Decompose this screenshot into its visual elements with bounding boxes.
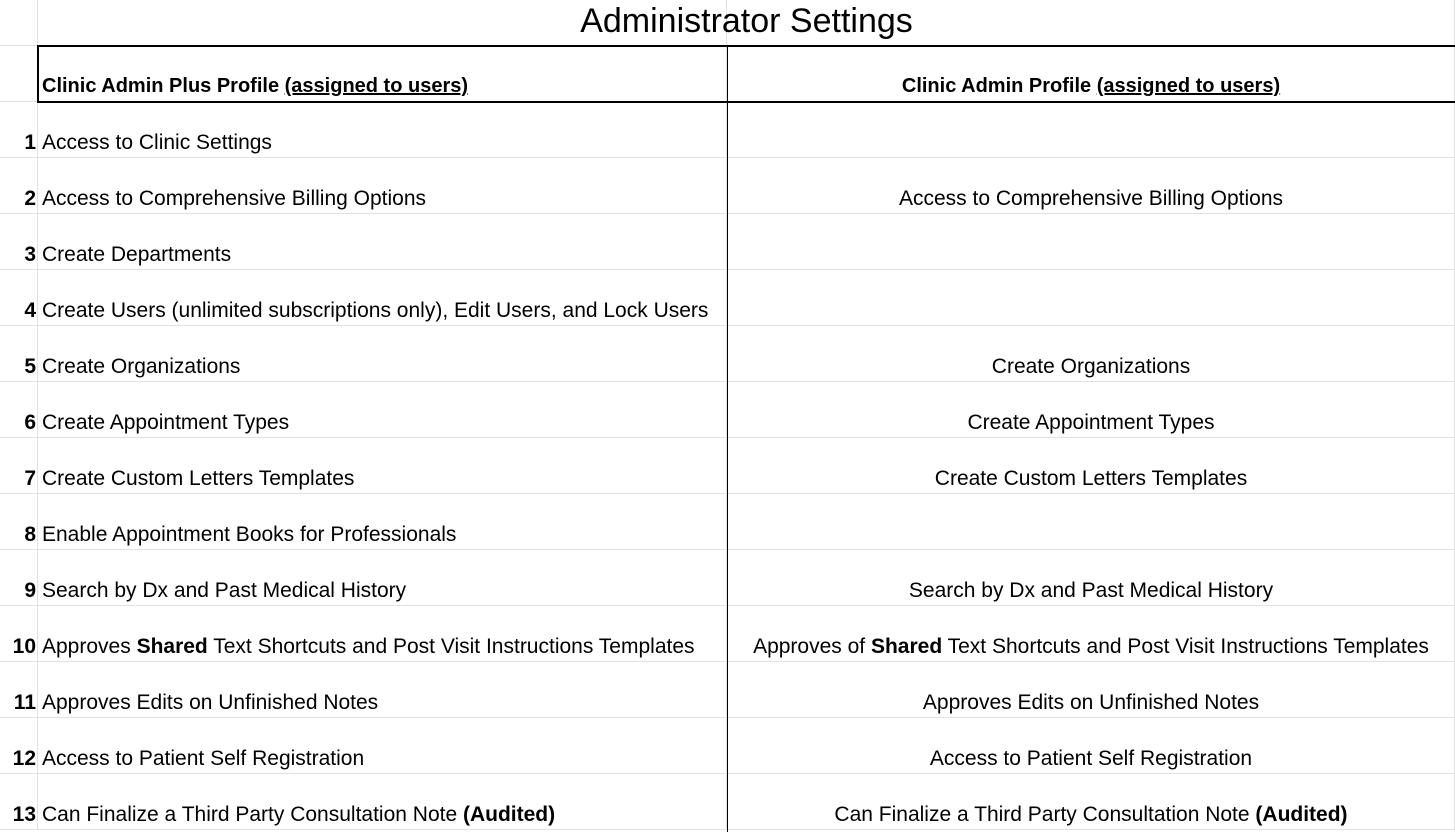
right-permission-cell[interactable]	[728, 465, 1454, 493]
grid-cell[interactable]	[727, 494, 1455, 550]
right-permission-cell[interactable]	[728, 633, 1454, 661]
left-permission-cell[interactable]	[42, 521, 456, 549]
permission-emphasis: (Audited)	[1255, 803, 1348, 826]
permission-text: Approves Edits on Unfinished Notes	[922, 691, 1260, 714]
permission-text: Access to Clinic Settings	[42, 131, 272, 154]
permission-text: Create Users (unlimited subscriptions only), Edit Users, and Lock Users	[42, 299, 709, 322]
right-permission-cell[interactable]	[728, 745, 1454, 773]
row-number[interactable]: 3	[24, 243, 36, 266]
right-permission-cell[interactable]	[728, 353, 1454, 381]
left-permission-cell[interactable]	[42, 745, 364, 773]
permission-text: Access to Patient Self Registration	[929, 747, 1253, 770]
row-number[interactable]: 6	[24, 411, 36, 434]
left-permission-cell[interactable]	[42, 297, 708, 325]
row-number[interactable]: 8	[24, 523, 36, 546]
left-permission-cell[interactable]	[42, 689, 378, 717]
header-right-note: (assigned to users)	[1096, 75, 1281, 97]
right-permission-cell[interactable]	[728, 185, 1454, 213]
row-number[interactable]: 2	[24, 187, 36, 210]
permission-text: Create Appointment Types	[42, 411, 290, 434]
left-permission-cell[interactable]	[42, 801, 555, 829]
permission-text: Create Custom Letters Templates	[42, 467, 355, 490]
permission-text: Create Appointment Types	[967, 411, 1215, 434]
left-permission-cell[interactable]	[42, 185, 426, 213]
permission-text-tail: Text Shortcuts and Post Visit Instructions Templates	[207, 635, 695, 658]
permission-text: Access to Comprehensive Billing Options	[898, 187, 1283, 210]
header-left-cell[interactable]	[42, 72, 468, 100]
row-number[interactable]: 7	[24, 467, 36, 490]
left-permission-cell[interactable]	[42, 129, 272, 157]
permission-text: Can Finalize a Third Party Consultation Note	[42, 803, 463, 826]
permission-emphasis: Shared	[870, 635, 943, 658]
header-left-label: Clinic Admin Plus Profile	[42, 75, 285, 97]
permission-text: Create Organizations	[42, 355, 241, 378]
permission-text: Search by Dx and Past Medical History	[908, 579, 1274, 602]
row-number[interactable]: 9	[24, 579, 36, 602]
permission-text: Can Finalize a Third Party Consultation Note	[834, 803, 1256, 826]
row-number[interactable]: 1	[24, 131, 36, 154]
left-permission-cell[interactable]	[42, 409, 289, 437]
permission-text: Approves	[42, 635, 137, 658]
header-left-note: (assigned to users)	[284, 75, 469, 97]
header-right-label: Clinic Admin Profile	[901, 75, 1097, 97]
left-permission-cell[interactable]	[42, 577, 406, 605]
sheet-title[interactable]: Administrator Settings	[580, 2, 913, 40]
left-permission-cell[interactable]	[42, 633, 695, 661]
left-permission-cell[interactable]	[42, 241, 231, 269]
grid-cell[interactable]	[0, 0, 38, 46]
permission-text-tail: Text Shortcuts and Post Visit Instructions Templates	[942, 635, 1429, 658]
header-right-cell[interactable]	[728, 72, 1454, 100]
permission-text: Approves of	[753, 635, 871, 658]
grid-cell[interactable]	[0, 46, 38, 102]
row-number[interactable]: 5	[24, 355, 36, 378]
permission-text: Access to Patient Self Registration	[42, 747, 365, 770]
permission-text: Enable Appointment Books for Professionals	[42, 523, 457, 546]
grid-cell[interactable]	[727, 270, 1455, 326]
row-number[interactable]: 10	[12, 635, 36, 658]
right-permission-cell[interactable]	[728, 577, 1454, 605]
grid-cell[interactable]	[727, 214, 1455, 270]
permission-emphasis: (Audited)	[462, 803, 556, 826]
permission-text: Create Departments	[42, 243, 232, 266]
row-number[interactable]: 13	[12, 803, 36, 826]
right-permission-cell[interactable]	[728, 801, 1454, 829]
row-number[interactable]: 12	[12, 747, 36, 770]
right-permission-cell[interactable]	[728, 409, 1454, 437]
permission-text: Search by Dx and Past Medical History	[42, 579, 407, 602]
permission-text: Create Custom Letters Templates	[934, 467, 1248, 490]
permission-emphasis: Shared	[136, 635, 208, 658]
row-number[interactable]: 4	[24, 299, 36, 322]
left-permission-cell[interactable]	[42, 465, 354, 493]
grid-cell[interactable]	[727, 102, 1455, 158]
row-number[interactable]: 11	[13, 691, 36, 714]
permission-text: Create Organizations	[991, 355, 1191, 378]
left-permission-cell[interactable]	[42, 353, 240, 381]
right-permission-cell[interactable]	[728, 689, 1454, 717]
permission-text: Approves Edits on Unfinished Notes	[42, 691, 379, 714]
permission-text: Access to Comprehensive Billing Options	[42, 187, 427, 210]
